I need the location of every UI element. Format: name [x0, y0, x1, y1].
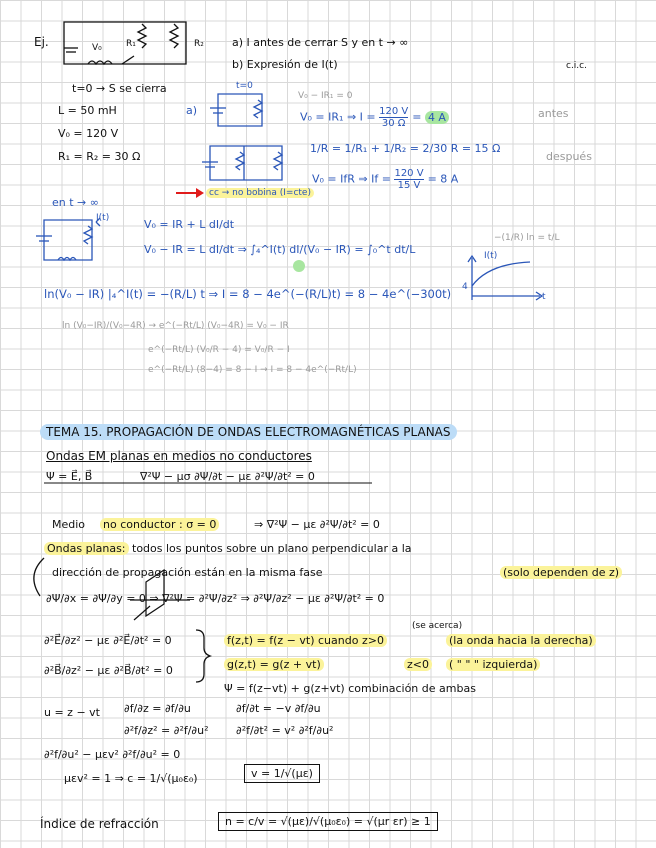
gray-derivation-1: ln (V₀−IR)/(V₀−4R) → e^(−Rt/L) (V₀−4R) = V₀ − IR — [62, 321, 289, 331]
g-cond: z<0 — [404, 658, 432, 671]
given-r: R₁ = R₂ = 30 Ω — [58, 150, 141, 163]
psi-def: Ψ = E⃗, B⃗ — [46, 470, 93, 483]
tema-title: TEMA 15. PROPAGACIÓN DE ONDAS ELECTROMAGNÉTICAS PLANAS — [40, 426, 457, 439]
chain-rule-4: ∂²f/∂t² = v² ∂²f/∂u² — [236, 724, 334, 737]
indice-boxed-eq: n = c/v = √(με)/√(μ₀ε₀) = √(μr εr) ≥ 1 — [218, 812, 438, 831]
antes-label: antes — [538, 107, 569, 120]
ondas-text-1: todos los puntos sobre un plano perpendicular a la — [132, 542, 412, 555]
part-a-eq1: V₀ = IR₁ ⇒ I = $\frac{120 V}{30 \Omega}$ = 4 A — [300, 106, 449, 129]
gray-derivation-3: e^(−Rt/L) (8−4) = 8 − I → I = 8 − 4e^(−Rt/L) — [148, 365, 357, 375]
chain-rule-3: ∂f/∂t = −v ∂f/∂u — [236, 702, 321, 715]
current-graph — [468, 256, 542, 300]
exercise-number: Ej. — [34, 35, 49, 49]
cic-note: c.i.c. — [566, 61, 587, 71]
circuit-label-r2: R₂ — [194, 39, 204, 49]
graph-y-label: I(t) — [484, 251, 498, 261]
circuit-label-v0: V₀ — [92, 43, 102, 53]
g-eq: g(z,t) = g(z + vt) — [224, 658, 324, 671]
f-note: (la onda hacia la derecha) — [446, 634, 596, 647]
chain-rule-1: ∂f/∂z = ∂f/∂u — [124, 702, 191, 715]
en-t-inf: en t → ∞ — [52, 196, 99, 209]
psi-combination: Ψ = f(z−vt) + g(z+vt) combinación de ambas — [224, 682, 476, 695]
graph-4-label: 4 — [462, 282, 468, 292]
circuit-top-diagram — [64, 22, 186, 64]
wave-eq: ∇²Ψ − μσ ∂Ψ/∂t − με ∂²Ψ/∂t² = 0 — [140, 470, 315, 483]
cc-note: cc → no bobina (I=cte) — [206, 187, 314, 200]
part-a-small-eq: V₀ − IR₁ = 0 — [298, 91, 353, 101]
circuit-a-diagram — [210, 94, 262, 126]
indice-label: Índice de refracción — [40, 817, 159, 831]
combined-eq: ∂²f/∂u² − μεv² ∂²f/∂u² = 0 — [44, 748, 181, 761]
circuit-label-r1: R₁ — [126, 39, 136, 49]
ondas-text-2: dirección de propagación están en la misma fase — [52, 566, 323, 579]
g-note: ( " " " izquierda) — [446, 658, 540, 671]
part-a-t0: t=0 — [236, 81, 253, 91]
result-4a: 4 A — [425, 111, 449, 124]
side-note: −(1/R) ln = t/L — [494, 233, 560, 243]
question-b: b) Expresión de I(t) — [232, 58, 338, 71]
v-boxed-eq: v = 1/√(με) — [244, 764, 320, 783]
tema-subtitle: Ondas EM planas en medios no conductores — [46, 449, 312, 463]
given-v0: V₀ = 120 V — [58, 127, 119, 140]
part-b-eq1: V₀ = IR + L dI/dt — [144, 218, 235, 231]
circuit-after-diagram — [202, 146, 282, 180]
curved-arrow-icon — [34, 558, 44, 596]
part-a-label: a) — [186, 104, 198, 117]
despues-label: después — [546, 150, 592, 163]
b-field-eq: ∂²B⃗/∂z² − με ∂²B⃗/∂t² = 0 — [44, 664, 173, 677]
it-label: I(t) — [96, 213, 110, 223]
speed-of-light-eq: μεv² = 1 ⇒ c = 1/√(μ₀ε₀) — [64, 772, 198, 785]
e-field-eq: ∂²E⃗/∂z² − με ∂²E⃗/∂t² = 0 — [44, 634, 172, 647]
part-a-eq2: V₀ = IfR ⇒ If = $\frac{120 V}{15 V}$ = 8 A — [312, 168, 459, 191]
partial-eq: ∂Ψ/∂x = ∂Ψ/∂y = 0 ⇒ ∇²Ψ = ∂²Ψ/∂z² ⇒ ∂²Ψ/∂z² − με ∂²Ψ/∂t² = 0 — [46, 592, 385, 605]
brace — [196, 630, 210, 682]
red-arrow-icon — [176, 188, 204, 198]
circuit-b-diagram — [36, 218, 100, 260]
medio-label: Medio — [52, 518, 86, 531]
part-b-eq2: V₀ − IR = L dI/dt ⇒ ∫₄^I(t) dI/(V₀ − IR) = ∫₀^t dt/L — [144, 243, 416, 256]
f-eq: f(z,t) = f(z − vt) cuando z>0 — [224, 634, 387, 647]
ondas-planas-label: Ondas planas: — [44, 542, 129, 555]
parallel-eq: 1/R = 1/R₁ + 1/R₂ = 2/30 R = 15 Ω — [310, 142, 501, 155]
gray-derivation-2: e^(−Rt/L) (V₀/R − 4) = V₀/R − I — [148, 345, 290, 355]
medio-highlight: no conductor : σ = 0 — [100, 518, 219, 531]
given-l: L = 50 mH — [58, 104, 117, 117]
question-a: a) I antes de cerrar S y en t → ∞ — [232, 36, 409, 49]
ln-equation: ln(V₀ − IR) |₄^I(t) = −(R/L) t ⇒ I = 8 − 4e^(−(R/L)t) = 8 − 4e^(−300t) — [44, 287, 452, 301]
graph-t-label: t — [542, 292, 546, 302]
chain-rule-2: ∂²f/∂z² = ∂²f/∂u² — [124, 724, 209, 737]
se-acerca-note: (se acerca) — [412, 621, 463, 631]
medio-eq: ⇒ ∇²Ψ − με ∂²Ψ/∂t² = 0 — [254, 518, 380, 531]
solo-dependen: (solo dependen de z) — [500, 566, 622, 579]
highlight-circle — [293, 260, 305, 272]
u-def: u = z − vt — [44, 706, 100, 719]
t0-closes: t=0 → S se cierra — [72, 82, 167, 95]
